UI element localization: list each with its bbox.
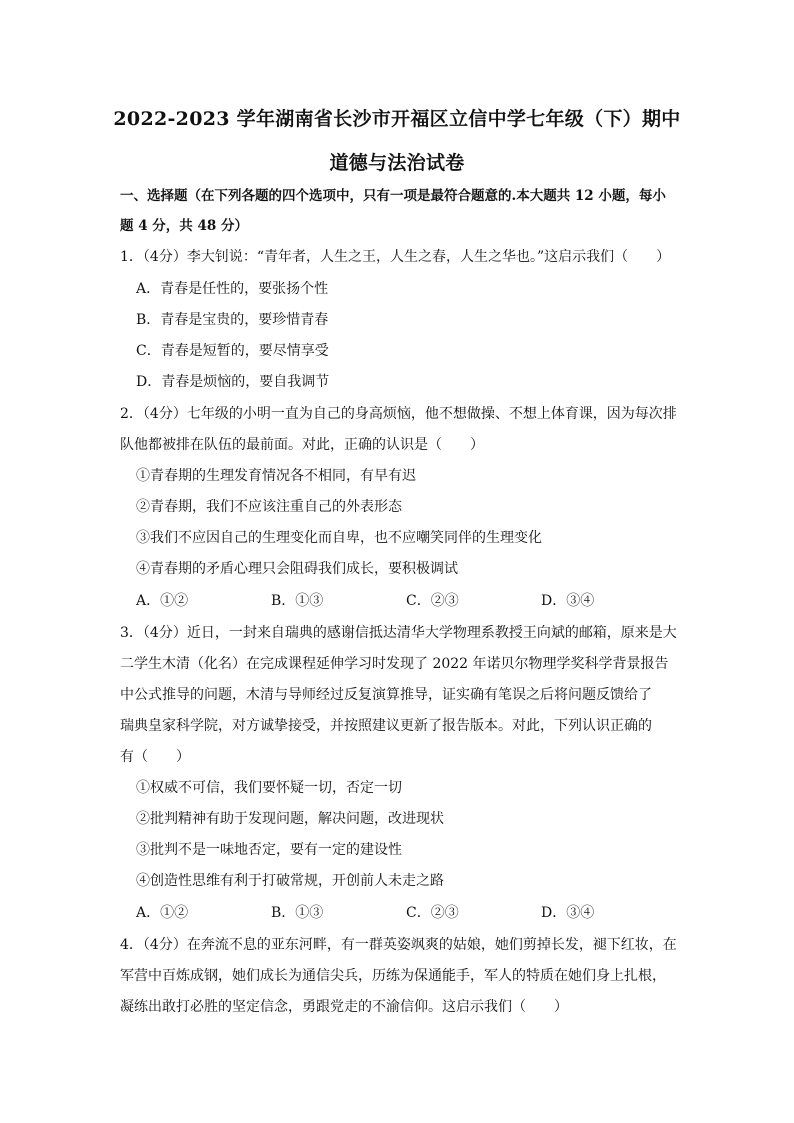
q3-stem-line2: 二学生木清（化名）在完成课程延伸学习时发现了 2022 年诺贝尔物理学奖科学背景报告 xyxy=(120,656,669,672)
q4-stem-line2: 军营中百炼成钢，她们成长为通信尖兵，历练为保通能手，军人的特质在她们身上扎根， xyxy=(120,968,666,984)
q4-stem-line1: 4．（4分）在奔流不息的亚东河畔，有一群英姿飒爽的姑娘，她们剪掉长发，褪下红妆，在 xyxy=(120,937,677,953)
q2-item-3: ③我们不应因自己的生理变化而自卑，也不应嘲笑同伴的生理变化 xyxy=(136,530,542,546)
q3-stem-line5: 有（ ） xyxy=(120,749,190,765)
q2-item-1: ①青春期的生理发育情况各不相同，有早有迟 xyxy=(136,468,416,484)
q2-stem-line1: 2．（4分）七年级的小明一直为自己的身高烦恼，他不想做操、不想上体育课，因为每次排 xyxy=(120,406,677,422)
q1-option-a: A．青春是任性的，要张扬个性 xyxy=(136,281,329,297)
exam-title-line2: 道德与法治试卷 xyxy=(329,152,465,174)
q2-stem-line2: 队他都被排在队伍的最前面。对此，正确的认识是（ ） xyxy=(120,437,484,453)
q2-item-4: ④青春期的矛盾心理只会阻碍我们成长，要积极调试 xyxy=(136,561,458,577)
q3-stem-line1: 3．（4分）近日，一封来自瑞典的感谢信抵达清华大学物理系教授王向斌的邮箱，原来是大 xyxy=(120,625,677,641)
q4-stem-line3: 凝练出敢打必胜的坚定信念，勇跟党走的不渝信仰。这启示我们（ ） xyxy=(120,999,568,1015)
q3-item-3: ③批判不是一味地否定，要有一定的建设性 xyxy=(136,842,402,858)
q1-option-b: B．青春是宝贵的，要珍惜青春 xyxy=(136,312,329,328)
q3-item-4: ④创造性思维有利于打破常规，开创前人未走之路 xyxy=(136,873,444,889)
q3-option-b: B．①③ xyxy=(271,905,324,921)
q2-option-a: A．①② xyxy=(136,593,189,609)
q3-stem-line3: 中公式推导的问题，木清与导师经过反复演算推导，证实确有笔误之后将问题反馈给了 xyxy=(120,687,652,703)
exam-title-line1: 2022-2023 学年湖南省长沙市开福区立信中学七年级（下）期中 xyxy=(113,108,681,130)
q2-option-c: C．②③ xyxy=(406,593,459,609)
q1-option-c: C．青春是短暂的，要尽情享受 xyxy=(136,343,329,359)
q3-item-2: ②批判精神有助于发现问题，解决问题，改进现状 xyxy=(136,811,444,827)
q3-item-1: ①权威不可信，我们要怀疑一切，否定一切 xyxy=(136,780,402,796)
q1-stem-line1: 1．（4分）李大钊说：“青年者，人生之王，人生之春，人生之华也。”这启示我们（ ） xyxy=(120,249,671,265)
q3-option-c: C．②③ xyxy=(406,905,459,921)
q3-option-d: D．③④ xyxy=(541,905,595,921)
section-heading-line1: 一、选择题（在下列各题的四个选项中，只有一项是最符合题意的.本大题共 12 小题，每小 xyxy=(120,188,666,204)
q2-option-d: D．③④ xyxy=(541,593,595,609)
section-heading-line2: 题 4 分，共 48 分） xyxy=(120,218,248,234)
q3-option-a: A．①② xyxy=(136,905,189,921)
q3-options-row xyxy=(136,903,676,923)
q1-option-d: D．青春是烦恼的，要自我调节 xyxy=(136,374,330,390)
q2-options-row xyxy=(136,591,676,611)
q2-option-b: B．①③ xyxy=(271,593,324,609)
q2-item-2: ②青春期，我们不应该注重自己的外表形态 xyxy=(136,499,402,515)
q3-stem-line4: 瑞典皇家科学院，对方诚挚接受，并按照建议更新了报告版本。对此，下列认识正确的 xyxy=(120,718,652,734)
